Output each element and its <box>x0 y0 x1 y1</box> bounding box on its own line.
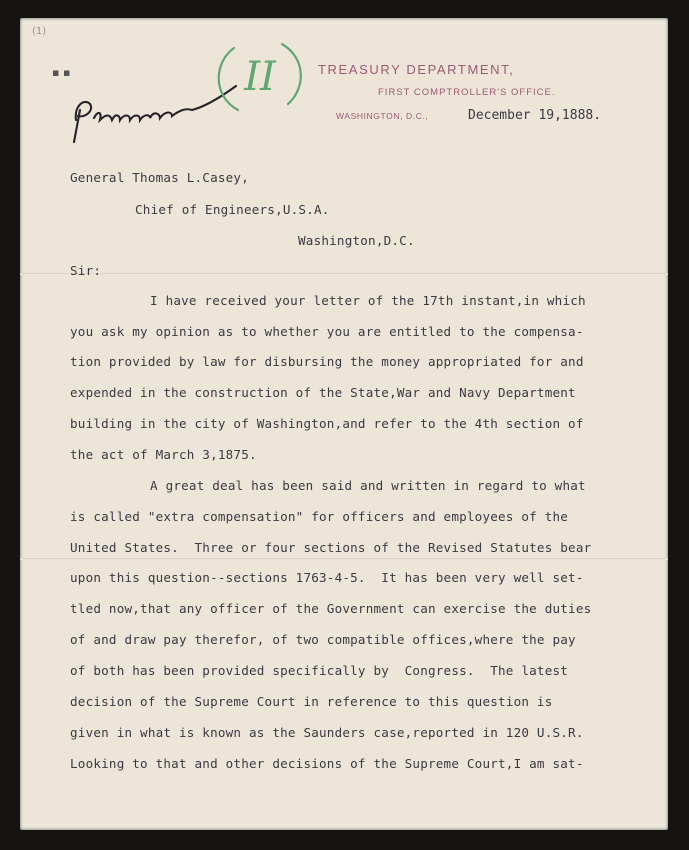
body-line: of both has been provided specifically by Congress. The latest <box>70 663 569 678</box>
body-line: decision of the Supreme Court in reference to this question is <box>70 694 553 709</box>
salutation: Sir: <box>70 263 102 278</box>
fold-line <box>20 273 668 275</box>
body-line: tion provided by law for disbursing the money appropriated for and <box>70 354 584 369</box>
body-line: United States. Three or four sections of the Revised Statutes bear <box>70 540 592 555</box>
svg-text:II: II <box>244 54 276 100</box>
body-line: you ask my opinion as to whether you are entitled to the compensa- <box>70 324 584 339</box>
body-line: given in what is known as the Saunders case,reported in 120 U.S.R. <box>70 725 584 740</box>
body-line: expended in the construction of the State,War and Navy Department <box>70 385 576 400</box>
letterhead-department: TREASURY DEPARTMENT, <box>318 62 515 77</box>
address-line-city: Washington,D.C. <box>298 233 415 248</box>
body-line: Looking to that and other decisions of the Supreme Court,I am sat- <box>70 756 584 771</box>
body-line: is called "extra compensation" for officers and employees of the <box>70 509 569 524</box>
body-line: I have received your letter of the 17th instant,in which <box>150 293 586 308</box>
body-line: of and draw pay therefor, of two compatible offices,where the pay <box>70 632 576 647</box>
body-line: A great deal has been said and written in regard to what <box>150 478 586 493</box>
address-line-name: General Thomas L.Casey, <box>70 170 249 185</box>
body-line: tled now,that any officer of the Government can exercise the duties <box>70 601 592 616</box>
letterhead-office: FIRST COMPTROLLER'S OFFICE. <box>378 87 556 98</box>
letter-page <box>20 18 668 830</box>
ink-dots: ▪ ▪ <box>52 66 71 79</box>
green-circled-roman-numeral <box>210 40 310 120</box>
corner-page-mark: (1) <box>32 26 47 37</box>
body-line: building in the city of Washington,and refer to the 4th section of <box>70 416 584 431</box>
body-line: the act of March 3,1875. <box>70 447 257 462</box>
letter-date: December 19,1888. <box>468 108 602 123</box>
letterhead-place: WASHINGTON, D.C., <box>336 111 429 121</box>
fold-line <box>20 558 668 560</box>
address-line-title: Chief of Engineers,U.S.A. <box>135 202 330 217</box>
body-line: upon this question--sections 1763-4-5. It has been very well set- <box>70 570 584 585</box>
